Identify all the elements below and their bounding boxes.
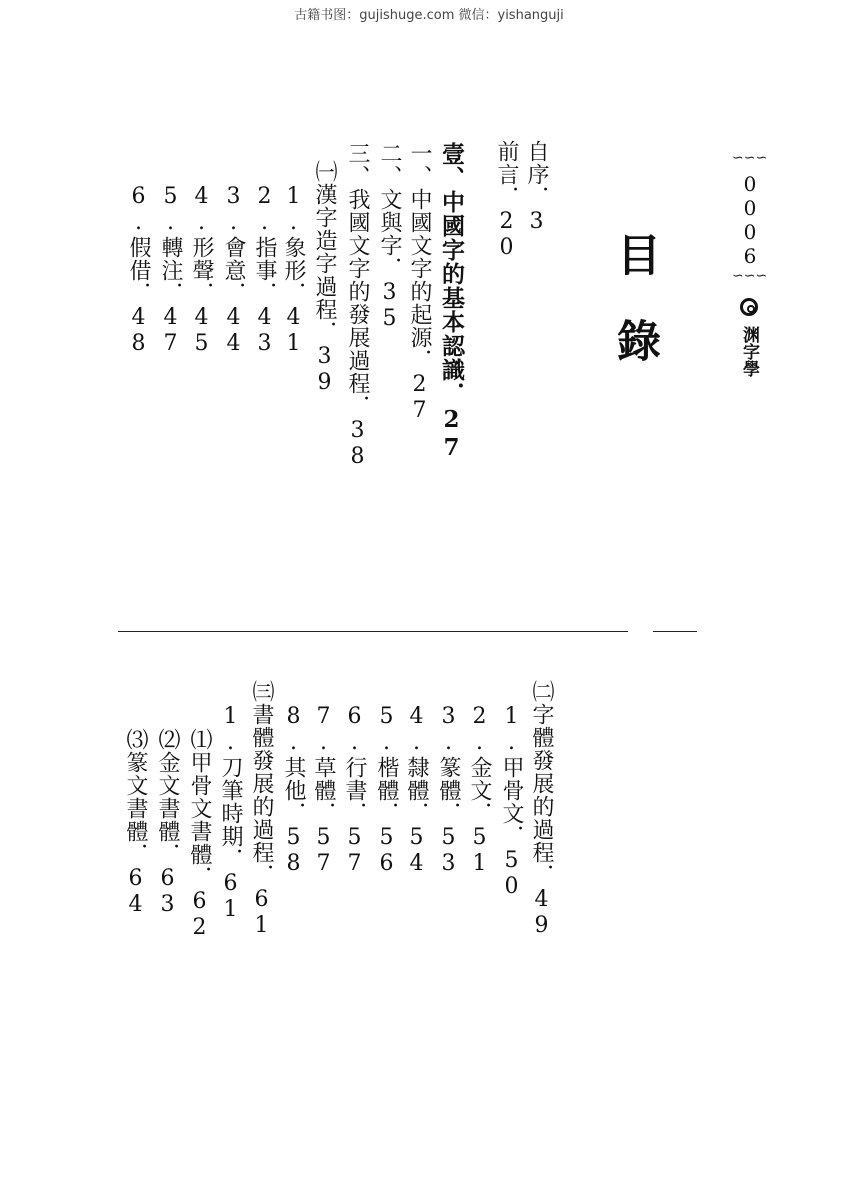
toc-section-2: 二、文與字．35 <box>377 142 402 332</box>
toc-subsection-1: ㈠漢字造字過程．39 <box>312 160 337 396</box>
toc-item-2-2: 2.金文．51 <box>467 704 492 877</box>
toc-item-4: 4.形聲．45 <box>189 184 214 357</box>
title-char-lu: 錄 <box>609 318 660 362</box>
toc-entry-foreword: 前言．20 <box>494 140 519 261</box>
toc-subsection-3: ㈢書體發展的過程．61 <box>249 680 274 939</box>
title-char-mu: 目 <box>609 232 660 276</box>
toc-item-2-4: 4.隸體．54 <box>404 704 429 877</box>
toc-item-2-5: 5.楷體．56 <box>374 704 399 877</box>
toc-item-3-1-2: ⑵金文書體．63 <box>155 728 180 918</box>
toc-item-2-6: 6.行書．57 <box>342 704 367 877</box>
toc-item-3-1-3: ⑶篆文書體．64 <box>123 728 148 918</box>
watermark-text: 古籍书图：gujishuge.com 微信：yishanguji <box>294 8 564 23</box>
toc-item-1: 1.象形．41 <box>281 184 306 357</box>
toc-item-3-1: 1.刀筆時期．61 <box>218 704 243 923</box>
toc-item-2-1: 1.甲骨文．50 <box>499 704 524 900</box>
toc-item-3-1-1: ⑴甲骨文書體．62 <box>187 728 212 941</box>
ornament-bottom-icon: ∽∽∽ <box>732 268 768 284</box>
series-title: 渊字學 <box>739 326 759 377</box>
ornament-top-icon: ∽∽∽ <box>732 150 768 166</box>
page-number: 0006 <box>738 172 762 268</box>
toc-item-6: 6.假借．48 <box>126 184 151 357</box>
toc-chapter-1: 壹、中國字的基本認識．27 <box>438 142 465 462</box>
toc-item-3: 3.會意．44 <box>221 184 246 357</box>
page-divider-right <box>653 631 697 632</box>
toc-item-2-3: 3.篆體．53 <box>436 704 461 877</box>
toc-section-3: 三、我國文字的發展過程．38 <box>345 142 370 470</box>
toc-item-2: 2.指事．43 <box>252 184 277 357</box>
toc-entry-preface: 自序．3 <box>524 140 549 235</box>
toc-item-5: 5.轉注．47 <box>158 184 183 357</box>
toc-section-1: 一、中國文字的起源．27 <box>407 142 432 424</box>
page-divider-left <box>118 631 628 632</box>
toc-subsection-2: ㈡字體發展的過程．49 <box>529 680 554 939</box>
toc-item-2-7: 7.草體．57 <box>311 704 336 877</box>
toc-item-2-8: 8.其他．58 <box>281 704 306 877</box>
spiral-logo-icon <box>740 298 758 316</box>
